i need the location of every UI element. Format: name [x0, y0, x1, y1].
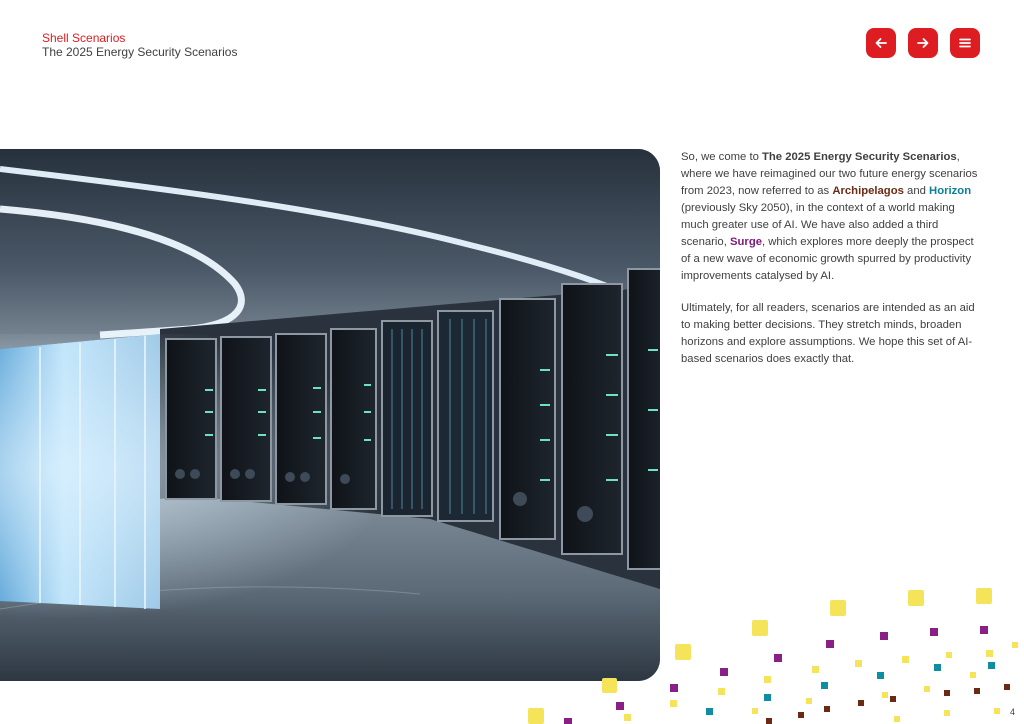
- menu-button[interactable]: [950, 28, 980, 58]
- menu-icon: [958, 36, 972, 50]
- intro-paragraph: [681, 149, 981, 285]
- decorative-squares-pattern: [520, 580, 1024, 724]
- header: [42, 31, 237, 59]
- surge-label: Surge: [729, 236, 762, 248]
- arrow-right-icon: [916, 36, 930, 50]
- page-number: 4: [1009, 707, 1015, 717]
- text-run: , which explores more deeply the prospect of a new wave of economic growth spurred by productivity improvements catalysed by AI.: [681, 236, 974, 282]
- previous-page-button[interactable]: [866, 28, 896, 58]
- text-run: , where we have reimagined our two future energy scenarios from 2023, now referred to as: [681, 151, 978, 197]
- body-text: [681, 149, 981, 383]
- scenarios-title-emphasis: The 2025 Energy Security Scenarios: [762, 151, 957, 163]
- horizon-label: Horizon: [929, 185, 972, 197]
- closing-paragraph: Ultimately, for all readers, scenarios are intended as an aid to making better decisions. They stretch minds, broaden horizons and explore assumptions. We hope this set of AI-based scenarios does exactly that.: [681, 302, 975, 365]
- text-run: So, we come to: [681, 151, 762, 163]
- document-title: The 2025 Energy Security Scenarios: [42, 45, 238, 59]
- archipelagos-label: Archipelagos: [832, 185, 904, 197]
- text-run: and: [903, 185, 930, 197]
- page-navigation: [866, 28, 980, 58]
- next-page-button[interactable]: [908, 28, 938, 58]
- text-run: (previously Sky 2050), in the context of a world making much greater use of AI. We have also added a third scenario,: [681, 202, 955, 248]
- arrow-left-icon: [874, 36, 888, 50]
- brand-label[interactable]: Shell Scenarios: [42, 31, 126, 45]
